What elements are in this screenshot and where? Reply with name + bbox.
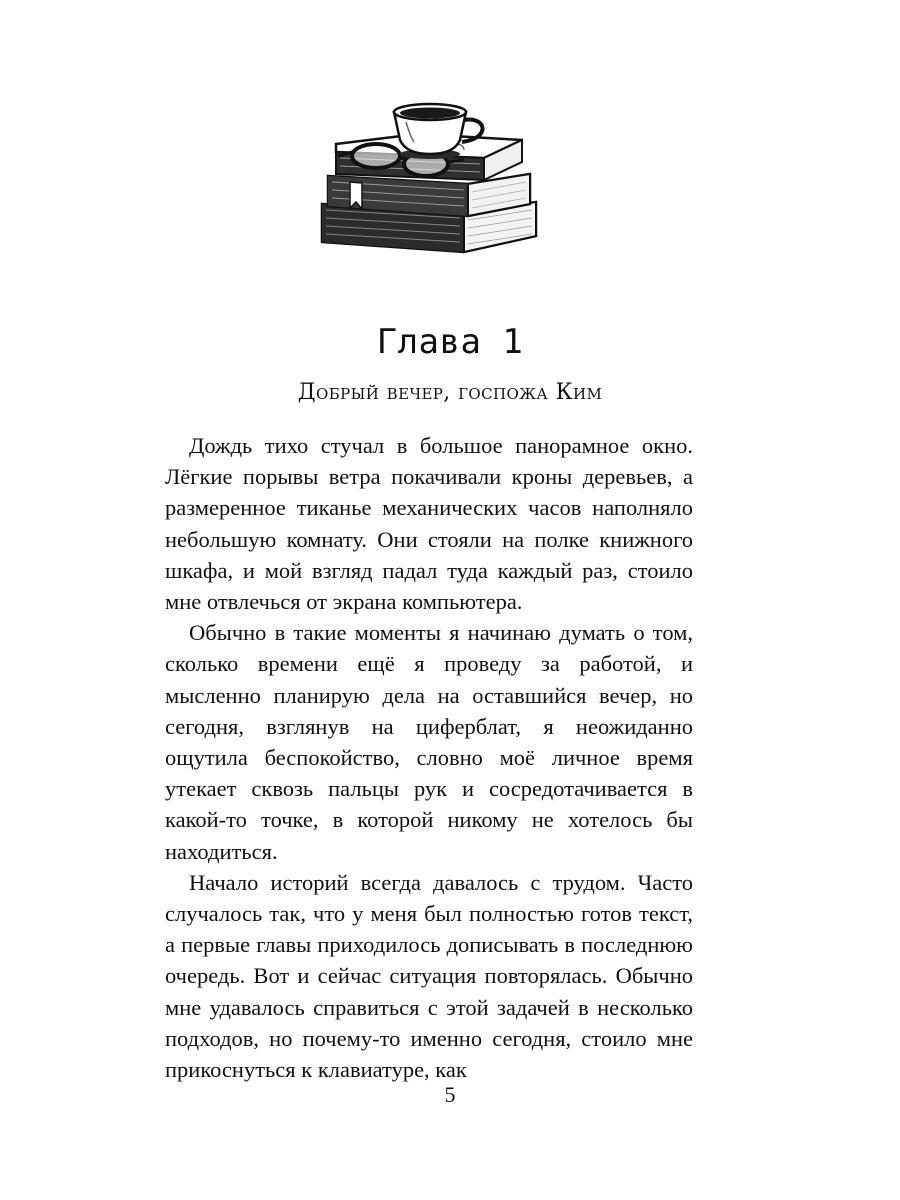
page-number: 5 bbox=[444, 1082, 456, 1107]
chapter-title: Глава 1 bbox=[376, 322, 524, 362]
paragraph: Обычно в такие моменты я начинаю думать о том, сколько времени ещё я проведу за работой, и мысленно планирую дела на оставшийся вечер, но сегодня, взглянув на циферблат, я неожиданно ощутила беспокойство, словно моё личное время утекает сквозь пальцы рук и сосредотачивается в какой-то точке, в которой никому не хотелось бы находиться. bbox=[165, 620, 693, 864]
books-cup-glasses-icon bbox=[314, 96, 546, 274]
chapter-subtitle: Добрый вечер, госпожа Ким bbox=[297, 380, 603, 405]
paragraph: Дождь тихо стучал в большое панорамное окно. Лёгкие порывы ветра покачивали кроны деревьев, а размеренное тиканье механических часов наполняло небольшую комнату. Они стояли на полке книжного шкафа, и мой взгляд падал туда каждый раз, стоило мне отвлечься от экрана компьютера. bbox=[165, 433, 693, 615]
chapter-body bbox=[165, 430, 693, 1085]
paragraph: Начало историй всегда давалось с трудом. Часто случалось так, что у меня был полностью готов текст, а первые главы приходилось дописывать в последнюю очередь. Вот и сейчас ситуация повторялась. Обычно мне удавалось справиться с этой задачей в несколько подходов, но почему-то именно сегодня, стоило мне прикоснуться к клавиатуре, как bbox=[165, 869, 693, 1083]
